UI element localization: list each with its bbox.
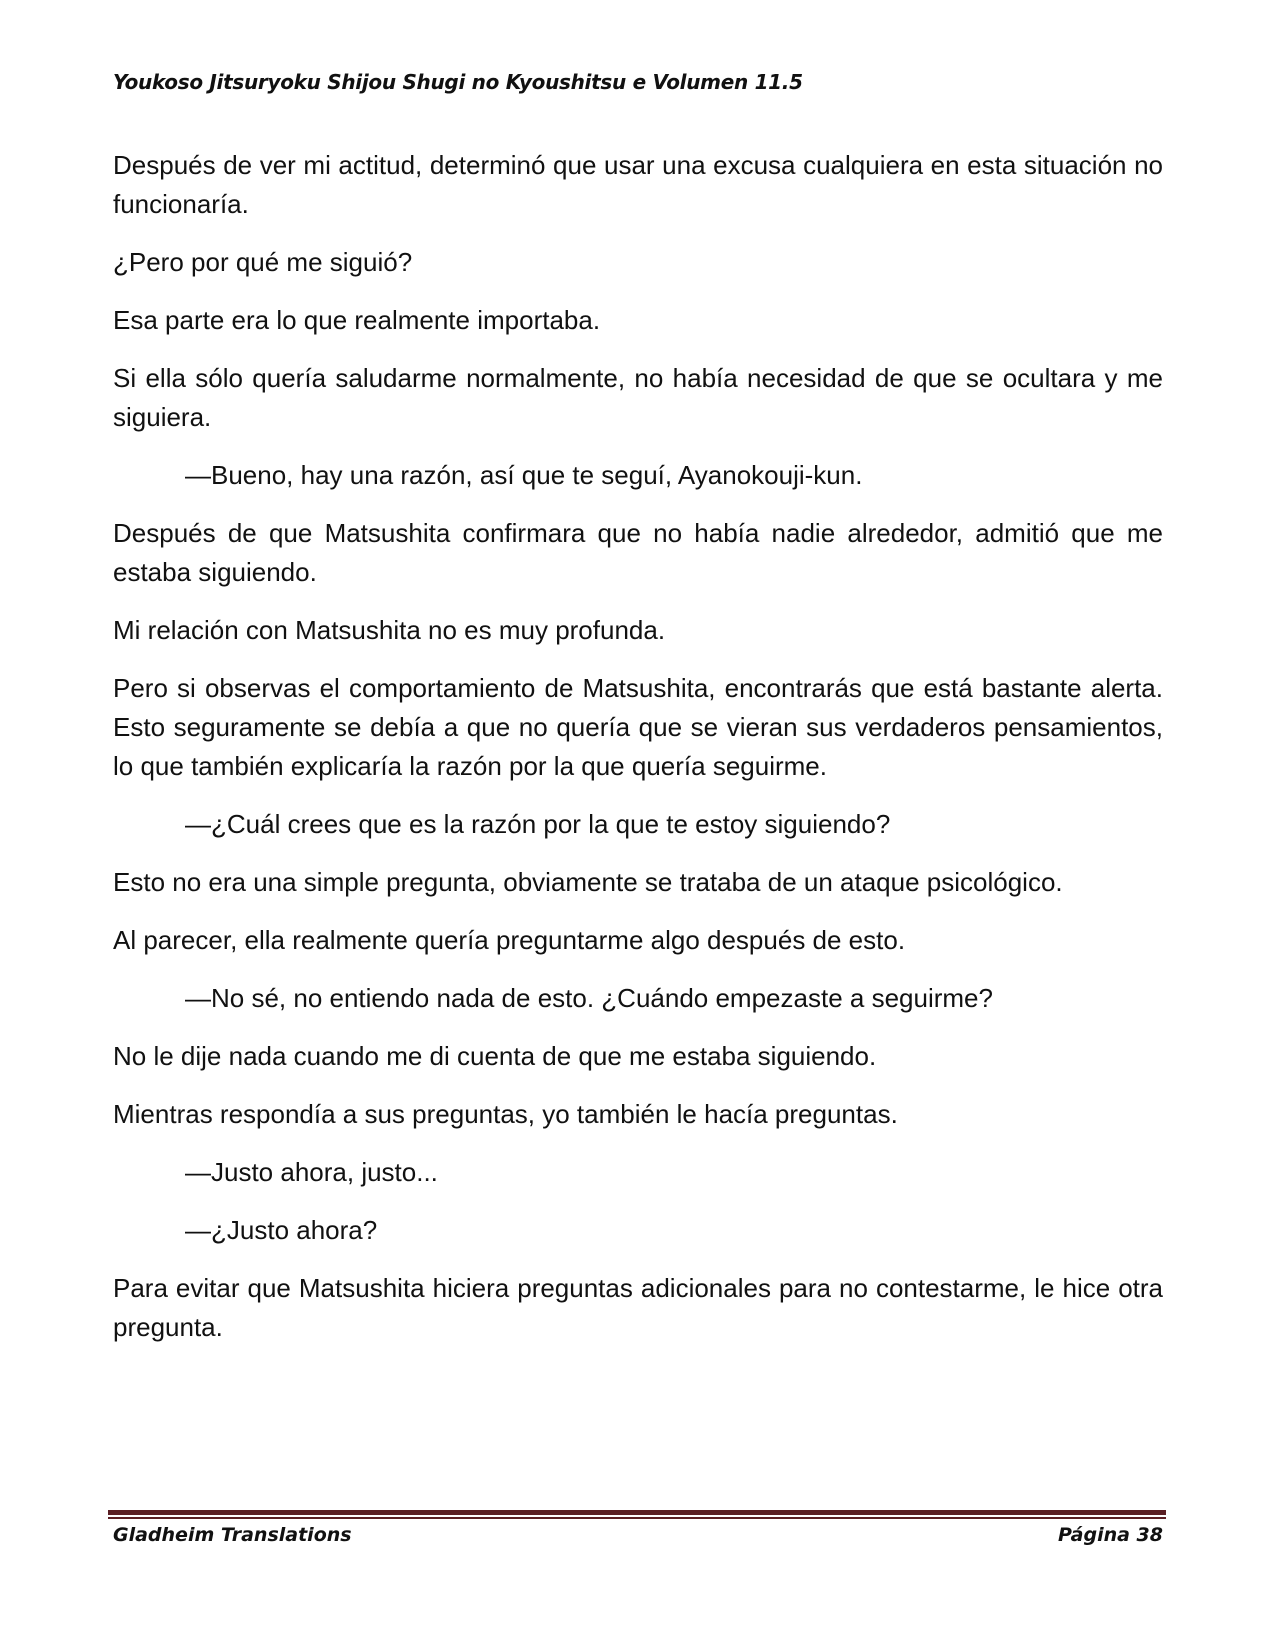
paragraph: Para evitar que Matsushita hiciera preguntas adicionales para no contestarme, le hice otra pregunta. bbox=[113, 1273, 1163, 1342]
paragraph: Esto no era una simple pregunta, obviamente se trataba de un ataque psicológico. bbox=[113, 867, 1063, 897]
paragraph: Si ella sólo quería saludarme normalmente, no había necesidad de que se ocultara y me siguiera. bbox=[113, 363, 1163, 432]
dialogue-line: —Justo ahora, justo... bbox=[185, 1157, 438, 1187]
dialogue-line: —No sé, no entiendo nada de esto. ¿Cuándo empezaste a seguirme? bbox=[185, 983, 993, 1013]
paragraph: ¿Pero por qué me siguió? bbox=[113, 247, 413, 277]
dialogue-line: —Bueno, hay una razón, así que te seguí, Ayanokouji-kun. bbox=[185, 460, 863, 490]
paragraph: Mientras respondía a sus preguntas, yo también le hacía preguntas. bbox=[113, 1099, 898, 1129]
paragraph: Al parecer, ella realmente quería preguntarme algo después de esto. bbox=[113, 925, 906, 955]
paragraph: Pero si observas el comportamiento de Matsushita, encontrarás que está bastante alerta. Esto seguramente se debía a que no quería que se vieran sus verdaderos pensamientos, lo que también explicaría la razón por la que quería seguirme. bbox=[113, 673, 1163, 781]
paragraph: Esa parte era lo que realmente importaba. bbox=[113, 305, 601, 335]
footer-rule bbox=[108, 1510, 1166, 1519]
dialogue-line: —¿Cuál crees que es la razón por la que te estoy siguiendo? bbox=[185, 809, 891, 839]
page-number: Página 38 bbox=[1057, 1524, 1163, 1546]
footer-translator: Gladheim Translations bbox=[113, 1524, 352, 1546]
paragraph: Después de que Matsushita confirmara que no había nadie alrededor, admitió que me estaba siguiendo. bbox=[113, 518, 1163, 587]
body-text bbox=[113, 146, 1163, 1366]
paragraph: Mi relación con Matsushita no es muy profunda. bbox=[113, 615, 666, 645]
footer-rule-thin bbox=[108, 1517, 1166, 1519]
paragraph: No le dije nada cuando me di cuenta de que me estaba siguiendo. bbox=[113, 1041, 877, 1071]
footer-rule-thick bbox=[108, 1510, 1166, 1515]
paragraph: Después de ver mi actitud, determinó que usar una excusa cualquiera en esta situación no funcionaría. bbox=[113, 150, 1163, 219]
page-header: Youkoso Jitsuryoku Shijou Shugi no Kyoushitsu e Volumen 11.5 bbox=[113, 70, 803, 94]
dialogue-line: —¿Justo ahora? bbox=[185, 1215, 378, 1245]
